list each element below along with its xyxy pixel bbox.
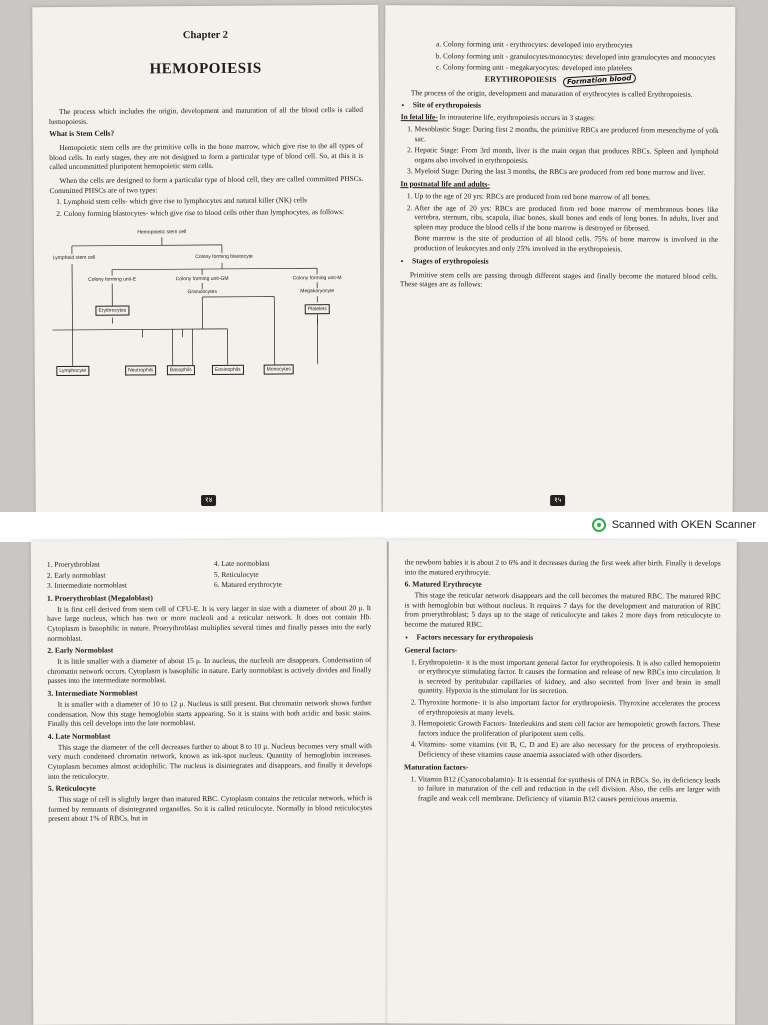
stage-name: Matured erythrocyte [221, 580, 282, 589]
scanner-label: Scanned with OKEN Scanner [612, 519, 756, 531]
page-1 [32, 5, 382, 515]
list-item: 5. Reticulocyte [214, 569, 371, 579]
stage-name: Intermediate normoblast [54, 581, 126, 590]
list-item: 2. Early normoblast [47, 570, 204, 580]
list-item: 2. Thyroxine hormone- it is also important factor for erythropoiesis. Thyroxine accelerates the process of erythropoiesis at many levels. [418, 697, 720, 717]
early-normoblast-heading: 2. Early Normoblast [47, 644, 371, 656]
list-item: 1. Erythropoietin- it is the most important general factor for erythropoiesis. It is also called hemopoietin or erythrocyte stimulating factor. It causes the formation and release of new RBCs into circulation. It is secreted by peritubular capillaries of kidney, and also secreted from liver and brain in small quantity. Hypoxia is the stimulant for its secretion. [418, 657, 720, 696]
site-heading: • Site of erythropoiesis [413, 101, 719, 113]
cfu-list [401, 39, 719, 73]
intermediate-normoblast-text: It is smaller with a diameter of 10 to 12 μ. Nucleus is still present. But chromatin network shows further condensation. Now this stage hemoglobin starts appearing. So it is stains with both acidic and basic stains. Finally this cell develops into the late normoblast. [48, 698, 372, 728]
reticulocyte-continued-text: the newborn babies it is about 2 to 6% and it decreases during the first week after birth. Finally it develops into the matured erythrocyte. [405, 557, 721, 577]
reticulocyte-text: This stage of cell is slightly larger than matured RBC. Cytoplasm contains the reticular network, which is formed by remnants of disintegrated organelles. So it is called reticulocyte. Normally in blood reticulocytes present about 1% of RBCs, but in [48, 793, 372, 823]
list-item: 1. Proerythroblast [47, 559, 204, 569]
factors-heading: • Factors necessary for erythropoiesis [416, 632, 720, 643]
stem-cell-heading: What is Stem Cells? [49, 127, 363, 139]
intro-paragraph: The process which includes the origin, development and maturation of all the blood cells is called hemopoiesis. [49, 105, 363, 126]
list-item: 2. Hepatic Stage: From 3rd month, liver is the main organ that produces RBCs. Spleen and lymphoid organs also involved in erythropoiesis. [414, 145, 718, 166]
page-number: १५ [550, 495, 565, 506]
erythropoiesis-intro: The process of the origin, development and maturation of erythrocytes is called Erythropoiesis. [401, 88, 719, 99]
section-title [401, 74, 719, 86]
stages-overview [47, 557, 371, 590]
hemopoiesis-flowchart [52, 224, 373, 398]
list-item: 6. Matured erythrocyte [214, 579, 371, 589]
late-normoblast-heading: 4. Late Normoblast [48, 730, 372, 742]
stem-cell-types-list [50, 195, 364, 218]
node-lymphoid-stem-cell: Lymphoid stem cell [53, 255, 96, 261]
node-cfu-e: Colony forming unit-E [88, 277, 136, 283]
list-item: b. Colony forming unit - granulocytes/monocytes: developed into granulocytes and monocytes [443, 51, 719, 62]
chapter-label: Chapter 2 [48, 29, 362, 42]
late-normoblast-text: This stage the diameter of the cell decreases further to about 8 to 10 μ. Nucleus becomes very small with very much condensed chromatin network, known as ink-spot nucleus. Quantity of hemoglobin increases. Cytoplasm becomes almost acidophilic. The nucleus is disintegrates and disappears, and finally it develops into the reticulocyte. [48, 741, 372, 781]
node-hemopoietic-stem-cell: Hemopoietic stem cell [137, 229, 186, 235]
node-erythrocytes: Erythrocytes [95, 306, 129, 316]
list-item: 1. Lymphoid stem cells- which give rise to lymphocytes and natural killer (NK) cells [64, 195, 364, 207]
early-normoblast-text: It is little smaller with a diameter of about 15 μ. In nucleus, the nucleoli are disappears. Condensation of chromatin network occurs. Cytoplasm is basophilic in nature. Early normoblast is actively divides and finally passes into the intermediate normoblast. [47, 655, 371, 685]
page-3 [31, 539, 390, 1025]
postnatal-stages-list [400, 191, 718, 233]
node-lymphocyte: Lymphocyte [56, 366, 89, 376]
node-basophils: Basophils [167, 365, 195, 375]
stage-name: Late normoblast [221, 559, 269, 568]
list-item: 3. Hemopoietic Growth Factors- Interleukins and stem cell factor are hemopoietic growth factors. These factors induce the proliferation of pluripotent stem cells. [418, 719, 720, 739]
handwritten-note: Formation blood [562, 73, 635, 88]
list-item: 3. Myeloid Stage: During the last 3 months, the RBCs are produced from red bone marrow and liver. [414, 167, 718, 178]
list-item: 1. Mesoblastic Stage: During first 2 months, the primitive RBCs are produced from mesenchyme of yolk sac. [415, 124, 719, 145]
proerythroblast-text: It is first cell derived from stem cell of CFU-E. It is very larger in size with a diameter of about 20 μ. It have large nucleus, which has two or more nucleoli and a reticular network. It does not contain Hb. Cytoplasm is basophilic in nature. Proerythroblast multiplies several times and finally passes into the early normoblast. [47, 603, 371, 643]
node-megakaryocyte: Megakaryocyte [300, 288, 334, 294]
stem-cell-paragraph: Hemopoietic stem cells are the primitive cells in the bone marrow, which give rise to the all types of blood cells. In early stages, they are not designed to form a particular type of blood cell. So, at this it is called uncommitted pluripotent hemopoietic stem cells. [49, 141, 363, 172]
general-factors-heading: General factors- [404, 645, 720, 656]
stage-name: Early normoblast [54, 570, 105, 579]
fetal-life-text: In intrauterine life, erythropoiesis occurs in 3 stages: [438, 113, 595, 123]
list-item: c. Colony forming unit - megakaryocytes: developed into platelets [443, 63, 719, 74]
list-item: 3. Intermediate normoblast [47, 580, 204, 590]
list-item: 2. Colony forming blastocytes- which give rise to blood cells other than lymphocytes, as follows: [64, 207, 364, 219]
maturation-factors-heading: Maturation factors- [404, 762, 720, 773]
postnatal-heading: In postnatal life and adults- [400, 179, 718, 191]
fetal-stages-list [400, 124, 718, 178]
stage-name: Proerythroblast [54, 560, 100, 569]
node-cfu-m: Colony forming unit-M [293, 275, 342, 281]
node-colony-forming-blastocyte: Colony forming blastocyte [195, 254, 253, 260]
scanner-watermark [592, 518, 756, 532]
page-title: HEMOPOIESIS [49, 60, 363, 79]
matured-erythrocyte-text: This stage the reticular network disappears and the cell becomes the matured RBC. The matured RBC is with hemoglobin but without nucleus. It requires 7 days for the development and maturation of RBC from proerythroblast; 5 days up to the stage of reticulocyte and takes 2 more days from reticulocyte to become the matured RBC. [405, 591, 721, 630]
general-factors-list [404, 657, 720, 760]
erythropoiesis-title: ERYTHROPOIESIS [485, 74, 557, 83]
oken-scanner-icon [592, 518, 606, 532]
list-item: 4. Vitamins- some vitamins (vit B, C, D and E) are also necessary for the process of erythropoiesis. Deficiency of these vitamins cause anaemia associated with other disorders. [418, 740, 720, 760]
node-cfu-gm: Colony forming unit-GM [176, 276, 229, 282]
node-platelets: Platelets [305, 304, 330, 314]
node-granulocytes: Granulocytes [187, 289, 217, 295]
page-4 [387, 539, 737, 1024]
node-neutrophils: Neutrophils [125, 366, 156, 376]
stages-heading: • Stages of erythropoiesis [412, 256, 718, 268]
node-eosinophils: Eosinophils [212, 365, 244, 375]
committed-paragraph: When the cells are designed to form a particular type of blood cell, they are called committed PHSCs. Committed PHSCs are of two types: [49, 174, 363, 195]
fetal-life-paragraph [401, 113, 719, 124]
page-2 [383, 5, 736, 515]
stages-bullet [400, 256, 718, 268]
reticulocyte-heading: 5. Reticulocyte [48, 782, 372, 794]
intermediate-normoblast-heading: 3. Intermediate Normoblast [48, 687, 372, 699]
site-bullet [401, 101, 719, 113]
bone-marrow-paragraph: Bone marrow is the site of production of all blood cells. 75% of bone marrow is involved in the production of leukocytes and only 25% involved in the erythropoiesis. [400, 233, 718, 254]
maturation-factors-list [404, 774, 720, 804]
stages-right-column [214, 557, 371, 590]
list-item: 1. Up to the age of 20 yrs: RBCs are produced from red bone marrow of all bones. [414, 191, 718, 202]
node-monocytes: Monocytes [264, 365, 294, 375]
list-item: 2. After the age of 20 yrs: RBCs are produced from red bone marrow of membranous bones like vertebra, sternum, ribs, scapula, iliac bones, skull bones and ends of long bones. In adults, liver and spleen may produce the blood cells if the bone marrow is destroyed or fibrosed. [414, 203, 718, 233]
fetal-life-lead: In fetal life- [401, 113, 438, 122]
proerythroblast-heading: 1. Proerythroblast (Megaloblast) [47, 592, 371, 604]
list-item: 1. Vitamin B12 (Cyanocobalamin)- It is essential for synthesis of DNA in RBCs. So, its deficiency leads to failure in maturation of the cell and reduction in the cell division. Also, the cells are larger with fragile and weak cell membrane. Deficiency of vitamin B12 causes pernicious anaemia. [418, 774, 720, 804]
factors-bullet [404, 632, 720, 643]
list-item: 4. Late normoblast [214, 558, 371, 568]
stages-left-column [47, 558, 204, 591]
page-number: १४ [201, 495, 216, 506]
stage-name: Reticulocyte [221, 569, 258, 578]
matured-erythrocyte-heading: 6. Matured Erythrocyte [405, 580, 721, 591]
stages-paragraph: Primitive stem cells are passing through different stages and finally become the matured blood cells. These stages are as follows: [400, 270, 718, 291]
list-item: a. Colony forming unit - erythrocytes: developed into erythrocytes [443, 39, 719, 50]
